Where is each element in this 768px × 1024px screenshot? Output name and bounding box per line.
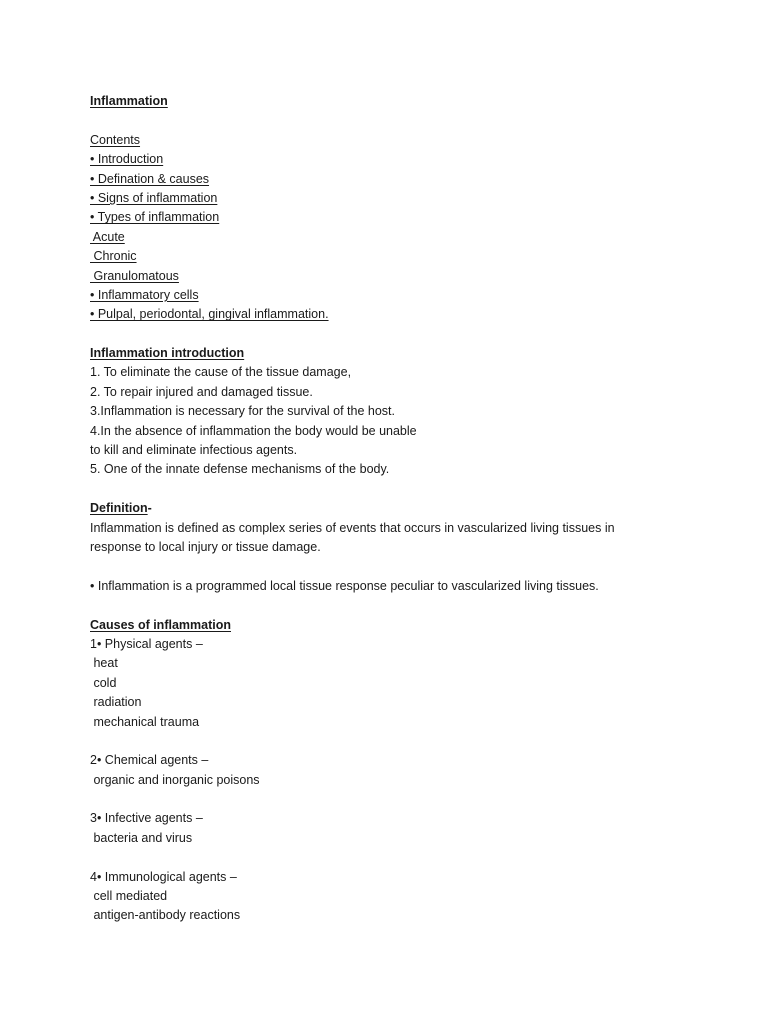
spacer	[90, 596, 730, 615]
contents-item: • Defination & causes	[90, 171, 210, 186]
cause-group-label: 1• Physical agents –	[90, 636, 203, 651]
contents-item: Granulomatous	[90, 268, 179, 283]
document-title: Inflammation	[90, 94, 168, 108]
contents-item: • Inflammatory cells	[90, 287, 199, 302]
cause-item: cell mediated	[90, 889, 168, 904]
cause-item: radiation	[90, 695, 142, 710]
cause-item: heat	[90, 656, 118, 671]
definition-heading-suffix: -	[147, 501, 152, 516]
cause-item: cold	[90, 675, 117, 690]
definition-heading-row	[90, 499, 730, 518]
introduction-line: 1. To eliminate the cause of the tissue damage,	[90, 365, 352, 380]
causes-heading: Causes of inflammation	[90, 617, 231, 632]
definition-line: response to local injury or tissue damage.	[90, 539, 321, 554]
introduction-line: 2. To repair injured and damaged tissue.	[90, 384, 313, 399]
contents-heading: Contents	[90, 132, 141, 147]
cause-group-label: 2• Chemical agents –	[90, 753, 209, 768]
spacer	[90, 848, 730, 867]
contents-item: • Signs of inflammation	[90, 190, 218, 205]
spacer	[90, 111, 730, 130]
spacer	[90, 790, 730, 809]
contents-item: • Introduction	[90, 152, 164, 167]
spacer	[90, 732, 730, 751]
introduction-heading: Inflammation introduction	[90, 346, 245, 361]
cause-group-label: 3• Infective agents –	[90, 811, 203, 826]
cause-item: organic and inorganic poisons	[90, 772, 260, 787]
cause-group-label: 4• Immunological agents –	[90, 869, 237, 884]
contents-item: Chronic	[90, 249, 137, 264]
introduction-line: 3.Inflammation is necessary for the survival of the host.	[90, 404, 395, 419]
contents-item: • Pulpal, periodontal, gingival inflammation.	[90, 307, 329, 322]
spacer	[90, 480, 730, 499]
definition-heading: Definition	[90, 501, 148, 516]
cause-item: bacteria and virus	[90, 830, 193, 845]
introduction-line: 5. One of the innate defense mechanisms of the body.	[90, 462, 390, 477]
cause-item: mechanical trauma	[90, 714, 200, 729]
contents-item: • Types of inflammation	[90, 210, 220, 225]
definition-note: • Inflammation is a programmed local tissue response peculiar to vascularized living tissues.	[90, 578, 599, 593]
introduction-line: 4.In the absence of inflammation the body would be unable	[90, 423, 417, 438]
spacer	[90, 325, 730, 344]
introduction-line: to kill and eliminate infectious agents.	[90, 443, 298, 458]
contents-item: Acute	[90, 229, 125, 244]
definition-line: Inflammation is defined as complex series of events that occurs in vascularized living tissues in	[90, 520, 615, 535]
document-body	[90, 92, 730, 926]
spacer	[90, 557, 730, 576]
cause-item: antigen-antibody reactions	[90, 908, 241, 923]
